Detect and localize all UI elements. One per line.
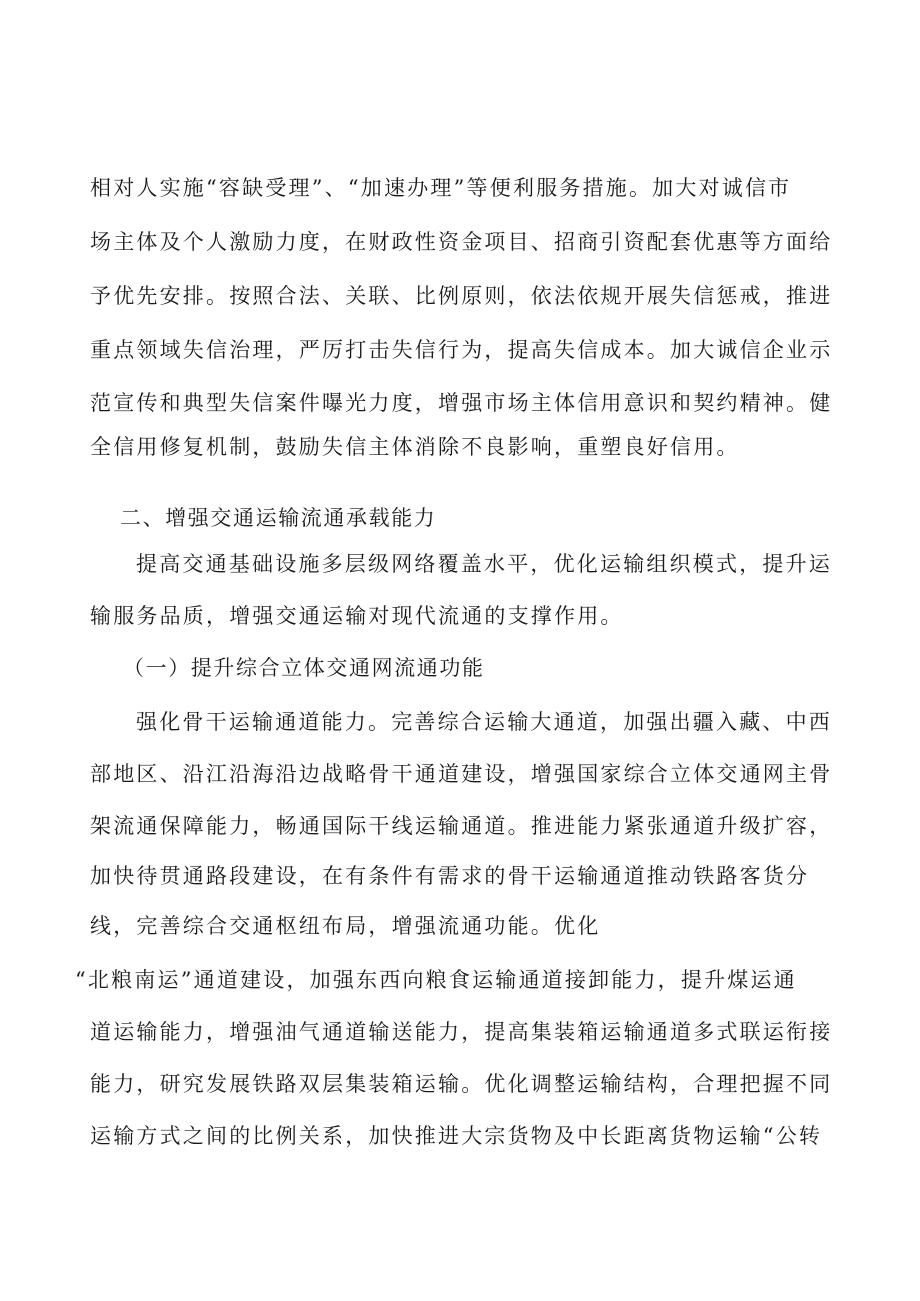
section-heading: 二、增强交通运输流通承载能力 <box>120 506 437 530</box>
subsection-heading: （一）提升综合立体交通网流通功能 <box>123 656 485 680</box>
paragraph-2-line-2: 输服务品质，增强交通运输对现代流通的支撑作用。 <box>90 604 624 628</box>
paragraph-3-line-2: 部地区、沿江沿海沿边战略骨干通道建设，增强国家综合立体交通网主骨 <box>90 762 833 786</box>
paragraph-3-line-7: 道运输能力，增强油气通道输送能力，提高集装箱运输通道多式联运衔接 <box>90 1020 833 1044</box>
paragraph-3-line-9: 运输方式之间的比例关系，加快推进大宗货物及中长距离货物运输“公转 <box>90 1124 823 1148</box>
paragraph-3-line-3: 架流通保障能力，畅通国际干线运输通道。推进能力紧张通道升级扩容， <box>90 814 833 838</box>
paragraph-3-line-6: “北粮南运”通道建设，加强东西向粮食运输通道接卸能力，提升煤运通 <box>75 968 797 992</box>
paragraph-1-line-1: 相对人实施“容缺受理”、“加速办理”等便利服务措施。加大对诚信市 <box>90 176 792 200</box>
paragraph-3-line-5: 线，完善综合交通枢纽布局，增强流通功能。优化 <box>90 914 601 938</box>
paragraph-2-line-1: 提高交通基础设施多层级网络覆盖水平，优化运输组织模式，提升运 <box>136 552 832 576</box>
paragraph-1-line-2: 场主体及个人激励力度，在财政性资金项目、招商引资配套优惠等方面给 <box>90 230 833 254</box>
paragraph-1-line-3: 予优先安排。按照合法、关联、比例原则，依法依规开展失信惩戒，推进 <box>90 284 833 308</box>
paragraph-1-line-5: 范宣传和典型失信案件曝光力度，增强市场主体信用意识和契约精神。健 <box>90 391 833 415</box>
paragraph-3-line-8: 能力，研究发展铁路双层集装箱运输。优化调整运输结构，合理把握不同 <box>90 1072 833 1096</box>
paragraph-1-line-6: 全信用修复机制，鼓励失信主体消除不良影响，重塑良好信用。 <box>90 435 740 459</box>
paragraph-3-line-1: 强化骨干运输通道能力。完善综合运输大通道，加强出疆入藏、中西 <box>136 710 832 734</box>
paragraph-1-line-4: 重点领域失信治理，严厉打击失信行为，提高失信成本。加大诚信企业示 <box>90 338 833 362</box>
paragraph-3-line-4: 加快待贯通路段建设，在有条件有需求的骨干运输通道推动铁路客货分 <box>90 864 810 888</box>
